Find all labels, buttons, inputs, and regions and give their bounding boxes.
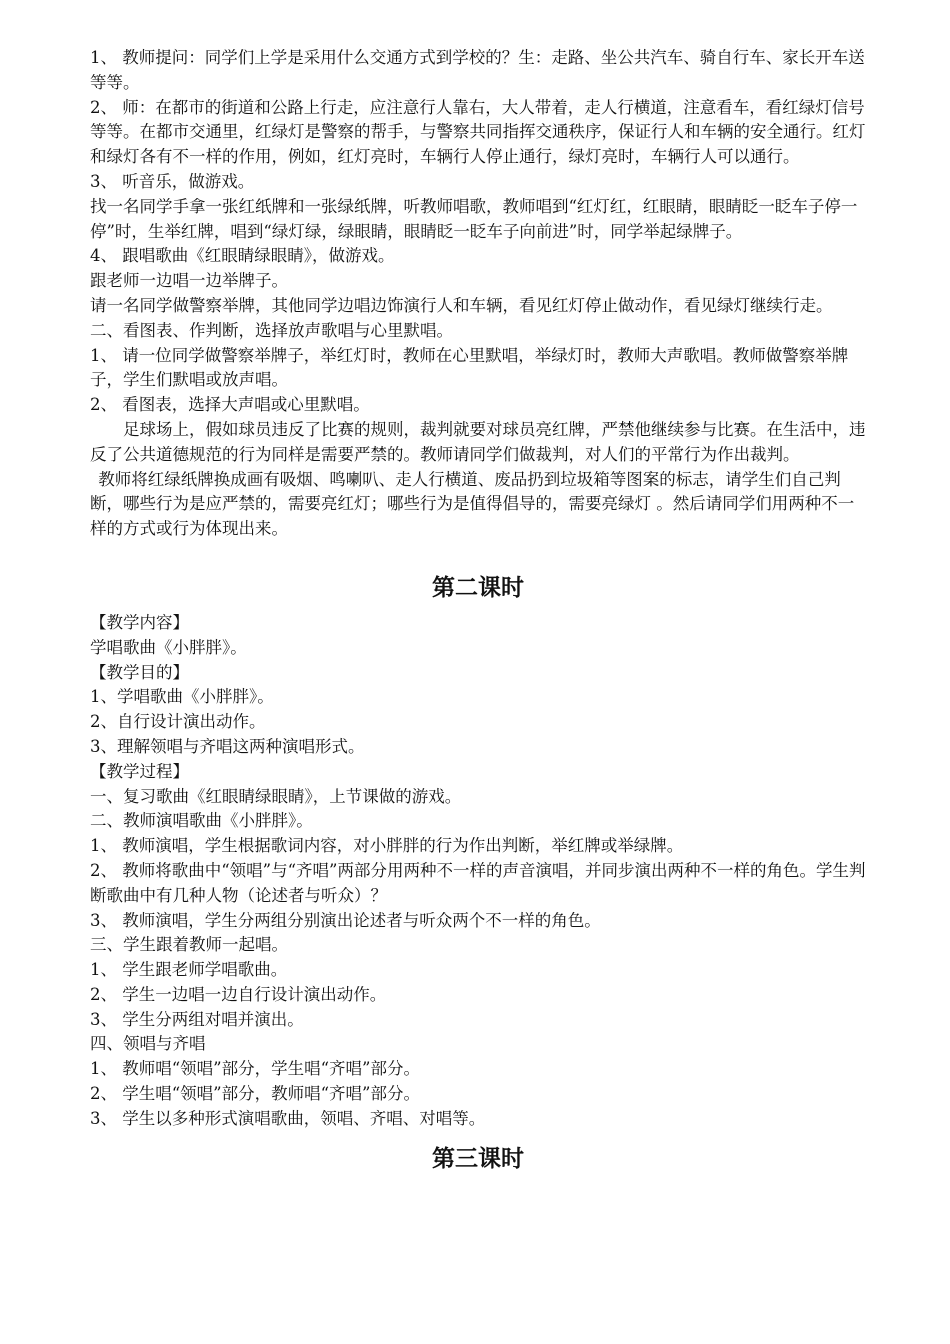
paragraph: 4、 跟唱歌曲《红眼睛绿眼睛》，做游戏。 <box>90 246 395 266</box>
paragraph: 四、领唱与齐唱 <box>90 1034 206 1054</box>
paragraph: 3、 学生分两组对唱并演出。 <box>90 1009 304 1029</box>
paragraph: 【教学目的】 <box>90 662 189 682</box>
paragraph: 1、 请一位同学做警察举牌子，举红灯时，教师在心里默唱，举绿灯时，教师大声歌唱。教师做警察举牌子，学生们默唱或放声唱。 <box>90 345 849 390</box>
paragraph: 2、 学生唱“领唱”部分，教师唱“齐唱”部分。 <box>90 1084 420 1104</box>
section-heading-second-lesson: 第二课时 <box>432 573 524 601</box>
document-page <box>90 46 866 1174</box>
section-heading-third-lesson: 第三课时 <box>432 1144 524 1172</box>
paragraph: 3、理解领唱与齐唱这两种演唱形式。 <box>90 736 365 756</box>
paragraph: 三、学生跟着教师一起唱。 <box>90 935 288 955</box>
paragraph: 【教学内容】 <box>90 612 189 632</box>
paragraph: 2、自行设计演出动作。 <box>90 712 266 732</box>
paragraph: 请一名同学做警察举牌，其他同学边唱边饰演行人和车辆，看见红灯停止做动作，看见绿灯继续行走。 <box>90 295 833 315</box>
paragraph: 1、 教师唱“领唱”部分，学生唱“齐唱”部分。 <box>90 1059 420 1079</box>
section-second-lesson <box>90 611 866 1132</box>
paragraph: 1、学唱歌曲《小胖胖》。 <box>90 687 274 707</box>
paragraph: 一、复习歌曲《红眼睛绿眼睛》，上节课做的游戏。 <box>90 786 462 806</box>
paragraph: 3、 听音乐，做游戏。 <box>90 171 255 191</box>
paragraph: 找一名同学手拿一张红纸牌和一张绿纸牌，听教师唱歌，教师唱到“红灯红，红眼睛，眼睛眨一眨车子停一停”时，生举红牌，唱到“绿灯绿，绿眼睛，眼睛眨一眨车子向前进”时，同学举起绿牌子。 <box>90 196 858 241</box>
paragraph: 3、 学生以多种形式演唱歌曲，领唱、齐唱、对唱等。 <box>90 1108 486 1128</box>
paragraph: 二、教师演唱歌曲《小胖胖》。 <box>90 811 313 831</box>
paragraph: 1、 学生跟老师学唱歌曲。 <box>90 960 288 980</box>
paragraph: 学唱歌曲《小胖胖》。 <box>90 637 247 657</box>
paragraph: 教师将红绿纸牌换成画有吸烟、鸣喇叭、走人行横道、废品扔到垃圾箱等图案的标志，请学生们自己判断，哪些行为是应严禁的，需要亮红灯；哪些行为是值得倡导的，需要亮绿灯 。然后请同学们用两种不一样的方式或行为体现出来。 <box>90 469 855 539</box>
paragraph: 2、 师：在都市的街道和公路上行走，应注意行人靠右，大人带着，走人行横道，注意看车，看红绿灯信号等等。在都市交通里，红绿灯是警察的帮手，与警察共同指挥交通秩序，保证行人和车辆的安全通行。红灯和绿灯各有不一样的作用，例如，红灯亮时，车辆行人停止通行，绿灯亮时，车辆行人可以通行。 <box>90 97 866 167</box>
section-first-lesson <box>90 46 866 542</box>
paragraph: 2、 看图表，选择大声唱或心里默唱。 <box>90 395 370 415</box>
paragraph: 3、 教师演唱，学生分两组分别演出论述者与听众两个不一样的角色。 <box>90 910 601 930</box>
paragraph: 跟老师一边唱一边举牌子。 <box>90 271 288 291</box>
paragraph: 2、 学生一边唱一边自行设计演出动作。 <box>90 984 387 1004</box>
paragraph: 二、看图表、作判断，选择放声歌唱与心里默唱。 <box>90 320 453 340</box>
paragraph: 足球场上，假如球员违反了比赛的规则，裁判就要对球员亮红牌，严禁他继续参与比赛。在生活中，违反了公共道德规范的行为同样是需要严禁的。教师请同学们做裁判，对人们的平常行为作出裁判。 <box>90 419 866 464</box>
paragraph: 【教学过程】 <box>90 761 189 781</box>
paragraph: 1、 教师提问：同学们上学是采用什么交通方式到学校的？生：走路、坐公共汽车、骑自行车、家长开车送等等。 <box>90 48 865 92</box>
paragraph: 2、 教师将歌曲中“领唱”与“齐唱”两部分用两种不一样的声音演唱，并同步演出两种不一样的角色。学生判断歌曲中有几种人物（论述者与听众）？ <box>90 860 866 905</box>
paragraph: 1、 教师演唱，学生根据歌词内容，对小胖胖的行为作出判断，举红牌或举绿牌。 <box>90 836 684 856</box>
